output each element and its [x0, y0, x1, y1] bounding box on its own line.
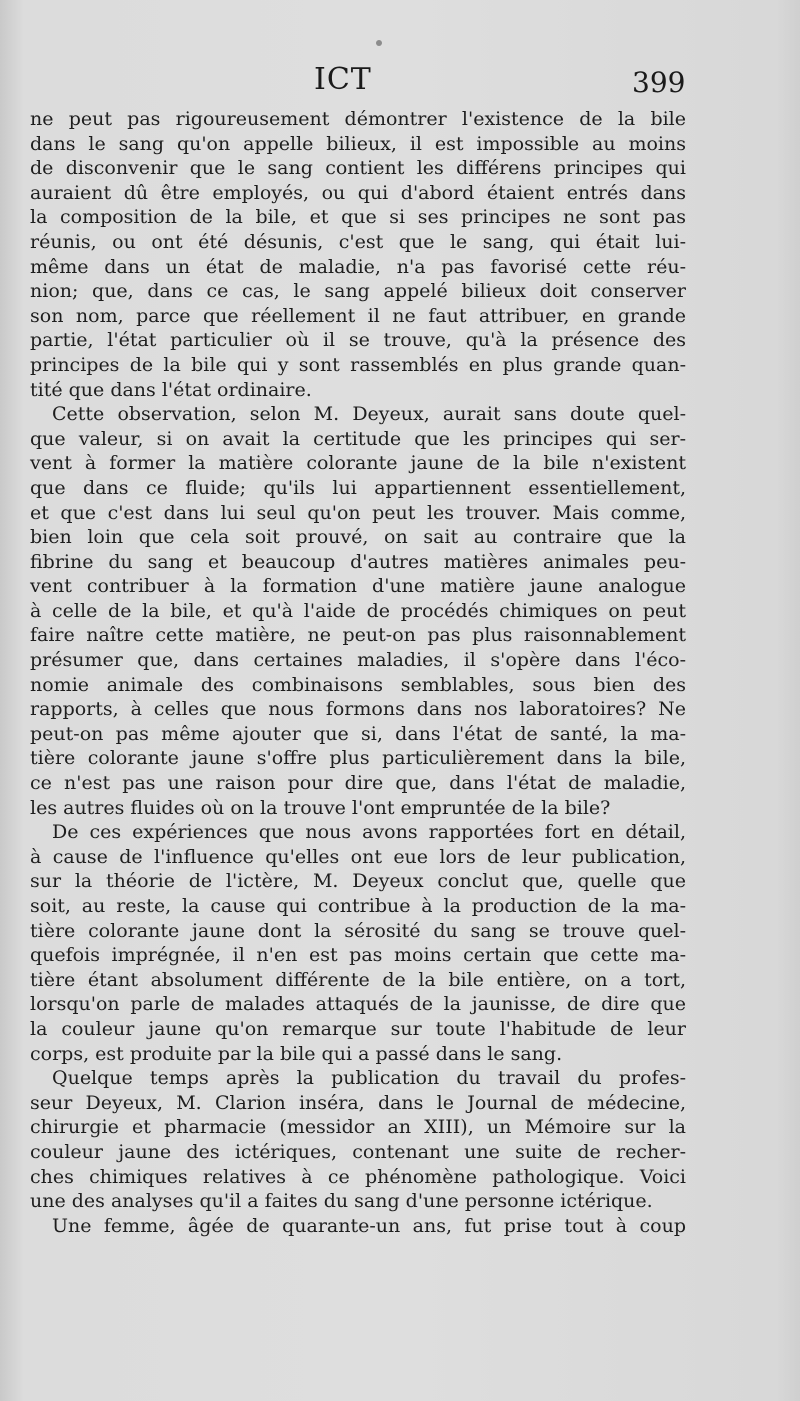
text-line: couleur jaune des ictériques, contenant une suite de recher-: [30, 1140, 686, 1163]
text-line: à cause de l'influence qu'elles ont eue lors de leur publication,: [30, 845, 686, 868]
text-line: seur Deyeux, M. Clarion inséra, dans le Journal de médecine,: [30, 1091, 686, 1114]
text-line: faire naître cette matière, ne peut-on pas plus raisonnablement: [30, 624, 686, 647]
text-line: réunis, ou ont été désunis, c'est que le sang, qui était lui-: [30, 230, 686, 253]
text-line: rapports, à celles que nous formons dans nos laboratoires? Ne: [30, 698, 686, 721]
text-line: vent contribuer à la formation d'une matière jaune analogue: [30, 575, 686, 598]
text-line: de disconvenir que le sang contient les différens principes qui: [30, 157, 686, 180]
text-line: même dans un état de maladie, n'a pas favorisé cette réu-: [30, 255, 686, 278]
text-line: chirurgie et pharmacie (messidor an XIII), un Mémoire sur la: [30, 1116, 686, 1139]
text-line: sur la théorie de l'ictère, M. Deyeux conclut que, quelle que: [30, 870, 686, 893]
text-line: auraient dû être employés, ou qui d'abord étaient entrés dans: [30, 181, 686, 204]
text-line: Cette observation, selon M. Deyeux, aurait sans doute quel-: [52, 403, 686, 426]
text-line: tière colorante jaune dont la sérosité du sang se trouve quel-: [30, 919, 686, 942]
text-line: ce n'est pas une raison pour dire que, dans l'état de maladie,: [30, 772, 686, 795]
text-line: dans le sang qu'on appelle bilieux, il est impossible au moins: [30, 132, 686, 155]
page-number: 399: [632, 66, 686, 99]
text-line: tière étant absolument différente de la bile entière, on a tort,: [30, 968, 686, 991]
page-header: [0, 62, 800, 102]
text-line: tité que dans l'état ordinaire.: [30, 378, 312, 401]
text-line: une des analyses qu'il a faites du sang d'une personne ictérique.: [30, 1190, 653, 1213]
text-line: De ces expériences que nous avons rapportées fort en détail,: [52, 821, 686, 844]
text-line: Une femme, âgée de quarante-un ans, fut prise tout à coup: [52, 1214, 686, 1237]
ink-speck: [376, 40, 382, 46]
text-line: présumer que, dans certaines maladies, il s'opère dans l'éco-: [30, 649, 686, 672]
text-line: fibrine du sang et beaucoup d'autres matières animales peu-: [30, 550, 686, 573]
text-line: quefois imprégnée, il n'en est pas moins certain que cette ma-: [30, 944, 686, 967]
text-line: principes de la bile qui y sont rassemblés en plus grande quan-: [30, 353, 686, 376]
text-line: ne peut pas rigoureusement démontrer l'existence de la bile: [30, 108, 686, 130]
text-line: que valeur, si on avait la certitude que les principes qui ser-: [30, 427, 686, 450]
text-line: partie, l'état particulier où il se trouve, qu'à la présence des: [30, 329, 686, 352]
text-line: son nom, parce que réellement il ne faut attribuer, en grande: [30, 304, 686, 327]
running-head: ICT: [314, 62, 372, 97]
text-line: corps, est produite par la bile qui a passé dans le sang.: [30, 1042, 563, 1065]
body-text: [30, 107, 686, 1238]
text-line: peut-on pas même ajouter que si, dans l'état de santé, la ma-: [30, 722, 686, 745]
text-line: à celle de la bile, et qu'à l'aide de procédés chimiques on peut: [30, 599, 686, 622]
text-line: la composition de la bile, et que si ses principes ne sont pas: [30, 206, 686, 229]
text-line: nomie animale des combinaisons semblables, sous bien des: [30, 673, 686, 696]
text-line: vent à former la matière colorante jaune de la bile n'existent: [30, 452, 686, 475]
text-line: tière colorante jaune s'offre plus particulièrement dans la bile,: [30, 747, 686, 770]
text-line: ches chimiques relatives à ce phénomène pathologique. Voici: [30, 1165, 686, 1188]
text-line: et que c'est dans lui seul qu'on peut les trouver. Mais comme,: [30, 501, 686, 524]
text-line: lorsqu'on parle de malades attaqués de la jaunisse, de dire que: [30, 993, 686, 1016]
text-line: soit, au reste, la cause qui contribue à la production de la ma-: [30, 895, 686, 917]
text-line: nion; que, dans ce cas, le sang appelé bilieux doit conserver: [30, 280, 686, 303]
text-line: Quelque temps après la publication du travail du profes-: [52, 1067, 686, 1090]
text-line: la couleur jaune qu'on remarque sur toute l'habitude de leur: [30, 1017, 686, 1040]
text-line: les autres fluides où on la trouve l'ont empruntée de la bile?: [30, 796, 611, 819]
text-line: que dans ce fluide; qu'ils lui appartiennent essentiellement,: [30, 476, 686, 499]
text-line: bien loin que cela soit prouvé, on sait au contraire que la: [30, 526, 686, 549]
